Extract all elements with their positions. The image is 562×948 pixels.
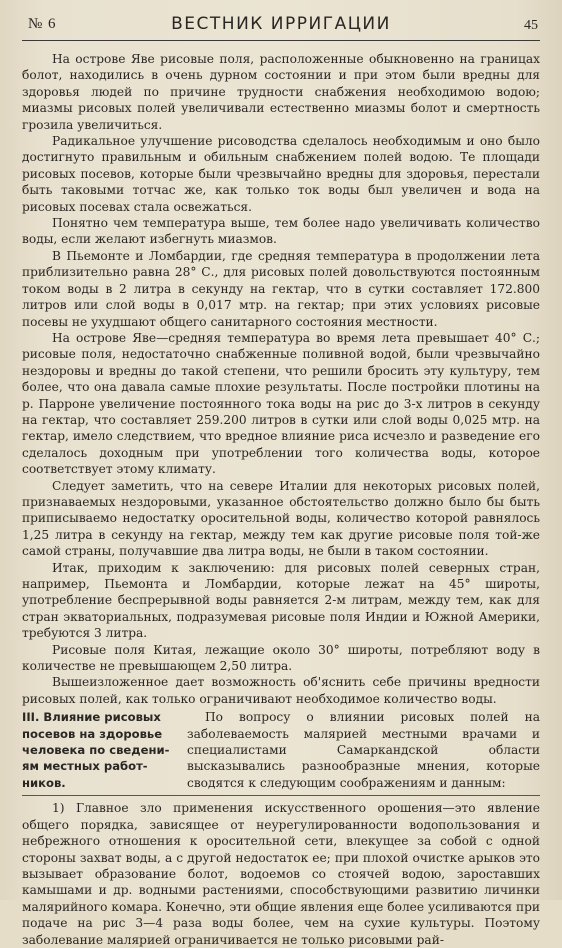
paragraph: На острове Яве рисовые поля, расположенные обыкновенно на границах болот, находились в очень дурном состоянии и при этом были вредны для здоровья людей по причине трудности снабжения необходимою водою; миазмы рисовых полей увеличивали естественно миазмы болот и смертность грозила увеличиться. xyxy=(22,52,540,132)
paragraph: Радикальное улучшение рисоводства сделалось необходимым и оно было достигнуто правильным и обильным снабжением полей водою. Те площади рисовых посевов, которые были чрезвычайно вредны для здоровья, перестали быть таковыми тотчас же, как только ток воды был увеличен и вода на рисовых посевах стала освежаться. xyxy=(22,134,540,214)
section-side-heading: III. Влияние рисовых посевов на здоровье человека по сведени- ям местных работ- ников. xyxy=(22,710,170,790)
issue-number: № 6 xyxy=(28,16,57,32)
page-header xyxy=(22,14,540,41)
paragraph: Вышеизложенное дает возможность об'яснить себе причины вредности рисовых полей, как только ограничивают необходимое количество воды. xyxy=(22,675,540,706)
paragraph: Рисовые поля Китая, лежащие около 30° широты, потребляют воду в количестве не превышающем 2,50 литра. xyxy=(22,642,540,674)
page-number: 45 xyxy=(524,18,538,33)
paragraph: Понятно чем температура выше, тем более надо увеличивать количество воды, если желают избегнуть миазмов. xyxy=(22,216,540,247)
journal-title: ВЕСТНИК ИРРИГАЦИИ xyxy=(171,14,391,34)
article-body xyxy=(22,51,540,948)
section-intro-text: По вопросу о влиянии рисовых полей на заболеваемость малярией местными врачами и специалистами Самаркандской области высказывались разнообразные мнения, которые сводятся к следующим соображениям и данным: xyxy=(187,710,540,790)
section-divider xyxy=(22,795,540,796)
paragraph: На острове Яве—средняя температура во время лета превышает 40° С.; рисовые поля, недостаточно снабженные поливной водой, были чрезвычайно нездоровы и вредны до такой степени, что решили бросить эту культуру, тем более, что она давала самые плохие результаты. После постройки плотины на р. Парроне увеличение постоянного тока воды на рис до 3-х литров в секунду на гектар, что составляет 259.200 литров в сутки или слой воды 0,025 мтр. на гектар, имело следствием, что вредное влияние риса исчезло и разведение его сделалось доходным при употреблении того количества воды, которое соответствует этому климату. xyxy=(22,330,540,477)
paragraph: 1) Главное зло применения искусственного орошения—это явление общего порядка, зависящее от неурегулированности водопользования и небрежного отношения к оросительной сети, влекущее за собой с одной стороны захват воды, а с другой недостаток ее; при плохой очистке арыков это вызывает образование болот, водоемов со стоячей водою, зароставших камышами и др. водными растениями, способствующими развитию личинки малярийного комара. Конечно, эти общие явления еще более усиливаются при подаче на рис 3—4 раза воды более, чем на сухие культуры. Поэтому заболевание малярией ограничивается не только рисовыми рай- xyxy=(22,801,540,947)
paragraph: Следует заметить, что на севере Италии для некоторых рисовых полей, признаваемых нездоровыми, указанное обстоятельство должно было бы быть приписываемо недостатку оросительной воды, количество которой равнялось 1,25 литра в секунду на гектар, между тем как другие рисовые поля той-же самой страны, получавшие два литра воды, не были в таком состоянии. xyxy=(22,478,540,559)
section-three xyxy=(22,709,540,791)
paragraph: В Пьемонте и Ломбардии, где средняя температура в продолжении лета приблизительно равна 28° С., для рисовых полей довольствуются постоянным током воды в 2 литра в секунду на гектар, что в сутки составляет 172.800 литров или слой воды в 0,017 мтр. на гектар; при этих условиях рисовые посевы не ухудшают общего санитарного состояния местности. xyxy=(22,248,540,329)
paragraph: Итак, приходим к заключению: для рисовых полей северных стран, например, Пьемонта и Ломбардии, которые лежат на 45° широты, употребление беспрерывной воды равняется 2-м литрам, между тем, как для стран экваториальных, подразумевая рисовые поля Индии и Южной Америки, требуются 3 литра. xyxy=(22,560,540,641)
